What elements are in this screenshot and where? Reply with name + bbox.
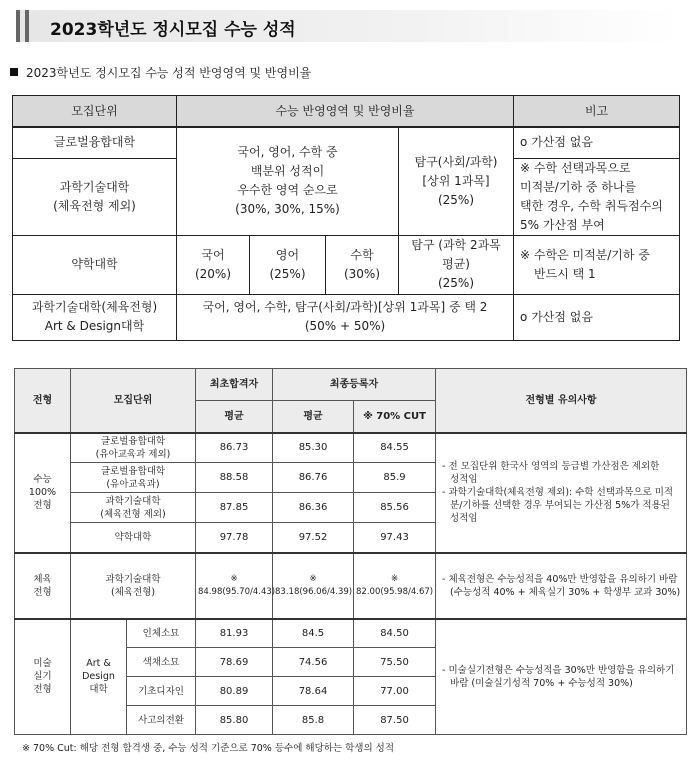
note-line: ※ 수학은 미적분/기하 중 [520, 247, 650, 262]
cut-cell: 85.56 [354, 493, 436, 523]
title-bar [16, 10, 680, 42]
first-avg-cell: 86.73 [196, 433, 273, 463]
header-cell: 최종등록자 [273, 369, 436, 401]
type-cell: 미술 실기 전형 [15, 619, 71, 735]
header-cell: ※ 70% CUT [354, 401, 436, 433]
final-avg-cell: 85.30 [273, 433, 354, 463]
explore-line: (25%) [437, 276, 475, 290]
note-cell [514, 235, 680, 294]
note-line: 택한 경우, 수학 취득점수의 [520, 198, 663, 213]
unit-line: 과학기술대학 [59, 179, 130, 194]
header-cell: 전형 [15, 369, 71, 433]
note-cell [514, 158, 680, 235]
cut-cell: 87.50 [354, 706, 436, 735]
subject-pct: (20%) [194, 266, 232, 281]
note-cell: o 가산점 없음 [514, 294, 680, 340]
unit-cell [13, 158, 177, 235]
explore-line: 탐구(사회/과학) [414, 154, 498, 169]
notes-cell: - 체육전형은 수능성적을 40%만 반영함을 유의하기 바람 (수능성적 40% + 체육실기 30% + 학생부 교과 30%) [436, 553, 687, 619]
first-avg-cell: 81.93 [196, 619, 273, 648]
first-avg-cell: 87.85 [196, 493, 273, 523]
note-line: ※ 수학 선택과목으로 [520, 160, 631, 175]
unit-cell: 글로벌융합대학 (유아교육과) [71, 463, 196, 493]
first-avg-cell: 80.89 [196, 677, 273, 706]
ratio-line: (50% + 50%) [304, 319, 386, 333]
final-avg-cell: 78.64 [273, 677, 354, 706]
type-cell: 체육 전형 [15, 553, 71, 619]
final-avg-cell: 97.52 [273, 523, 354, 553]
header-cell: 평균 [273, 401, 354, 433]
ratio-cell [177, 127, 399, 235]
header-cell: 평균 [196, 401, 273, 433]
ratio-cell [177, 294, 514, 340]
subheading-text: 2023학년도 정시모집 수능 성적 반영영역 및 반영비율 [26, 66, 312, 80]
unit-cell: 과학기술대학 (체육전형 제외) [71, 493, 196, 523]
college-cell: Art & Design 대학 [71, 619, 127, 735]
cut-cell: 85.9 [354, 463, 436, 493]
unit-cell [13, 294, 177, 340]
first-avg-cell: ※ 84.98(95.70/4.43) [196, 553, 273, 619]
footnote: ※ 70% Cut: 해당 전형 합격생 중, 수능 성적 기준으로 70% 등수에 해당하는 학생의 성적 [22, 743, 395, 754]
ratio-line: 국어, 영어, 수학, 탐구(사회/과학)[상위 1과목] 중 택 2 [202, 300, 488, 314]
header-cell: 수능 반영영역 및 반영비율 [177, 96, 514, 128]
first-avg-cell: 97.78 [196, 523, 273, 553]
ratio-line: 우수한 영역 순으로 [237, 183, 338, 198]
unit-cell: 색채소묘 [127, 648, 196, 677]
ratio-cell [326, 235, 399, 294]
ratio-line: 백분위 성적이 [250, 164, 325, 179]
cut-cell: 97.43 [354, 523, 436, 553]
header-cell: 전형별 유의사항 [436, 369, 687, 433]
page-title: 2023학년도 정시모집 수능 성적 [50, 20, 296, 40]
unit-cell: 사고의전환 [127, 706, 196, 735]
unit-cell: 인체소묘 [127, 619, 196, 648]
explore-line: (25%) [437, 192, 475, 207]
first-avg-cell: 88.58 [196, 463, 273, 493]
cut-cell: 75.50 [354, 648, 436, 677]
note-cell: o 가산점 없음 [514, 127, 680, 158]
header-cell: 모집단위 [13, 96, 177, 128]
final-avg-cell: 85.8 [273, 706, 354, 735]
first-avg-cell: 78.69 [196, 648, 273, 677]
square-bullet-icon [10, 68, 18, 76]
type-cell: 수능 100% 전형 [15, 433, 71, 553]
unit-cell: 약학대학 [71, 523, 196, 553]
note-line: 미적분/기하 중 하나를 [520, 179, 637, 194]
subheading [10, 64, 311, 81]
unit-cell: 약학대학 [13, 235, 177, 294]
cut-cell: 84.55 [354, 433, 436, 463]
ratio-line: (30%, 30%, 15%) [235, 202, 340, 217]
final-avg-cell: 74.56 [273, 648, 354, 677]
final-avg-cell: 86.76 [273, 463, 354, 493]
explore-line: 평균) [442, 257, 470, 271]
explore-line: [상위 1과목] [422, 173, 490, 188]
ratio-cell [177, 235, 250, 294]
score-table [14, 368, 687, 735]
cut-cell: ※ 82.00(95.98/4.67) [354, 553, 436, 619]
note-line: 5% 가산점 부여 [520, 217, 605, 232]
notes-cell: - 미술실기전형은 수능성적을 30%만 반영함을 유의하기 바람 (미술실기성적 70% + 수능성적 30%) [436, 619, 687, 735]
header-cell: 비고 [514, 96, 680, 128]
table-row [15, 433, 687, 463]
final-avg-cell: ※ 83.18(96.06/4.39) [273, 553, 354, 619]
first-avg-cell: 85.80 [196, 706, 273, 735]
explore-line: 탐구 (과학 2과목 [411, 238, 501, 252]
unit-line: 과학기술대학(체육전형) [31, 300, 158, 314]
unit-cell: 글로벌융합대학 (유아교육과 제외) [71, 433, 196, 463]
table-row [15, 553, 687, 619]
notes-cell: - 전 모집단위 한국사 영역의 등급별 가산점은 제외한 성적임 - 과학기술대학(체육전형 제외): 수학 선택과목으로 미적 분/기하를 선택한 경우 부여되는 가산점 5%가 적용된 성적임 [436, 433, 687, 553]
final-avg-cell: 86.36 [273, 493, 354, 523]
unit-cell: 글로벌융합대학 [13, 127, 177, 158]
explore-cell [399, 235, 514, 294]
ratio-line: 국어, 영어, 수학 중 [237, 145, 338, 160]
unit-cell: 과학기술대학 (체육전형) [71, 553, 196, 619]
subject-label: 영어 [275, 247, 300, 262]
explore-cell [399, 127, 514, 235]
note-line: 반드시 택 1 [534, 266, 596, 281]
unit-cell: 기초디자인 [127, 677, 196, 706]
title-mark [25, 10, 29, 42]
title-mark [16, 10, 20, 42]
table-row [15, 619, 687, 648]
header-cell: 모집단위 [71, 369, 196, 433]
ratio-cell [250, 235, 326, 294]
subject-label: 수학 [350, 247, 374, 262]
subject-pct: (25%) [269, 266, 306, 281]
cut-cell: 84.50 [354, 619, 436, 648]
unit-line: (체육전형 제외) [53, 198, 136, 213]
subject-label: 국어 [201, 247, 225, 262]
reflection-ratio-table [12, 95, 680, 341]
subject-pct: (30%) [343, 266, 381, 281]
unit-line: Art & Design대학 [44, 319, 145, 333]
cut-cell: 77.00 [354, 677, 436, 706]
final-avg-cell: 84.5 [273, 619, 354, 648]
header-cell: 최초합격자 [196, 369, 273, 401]
